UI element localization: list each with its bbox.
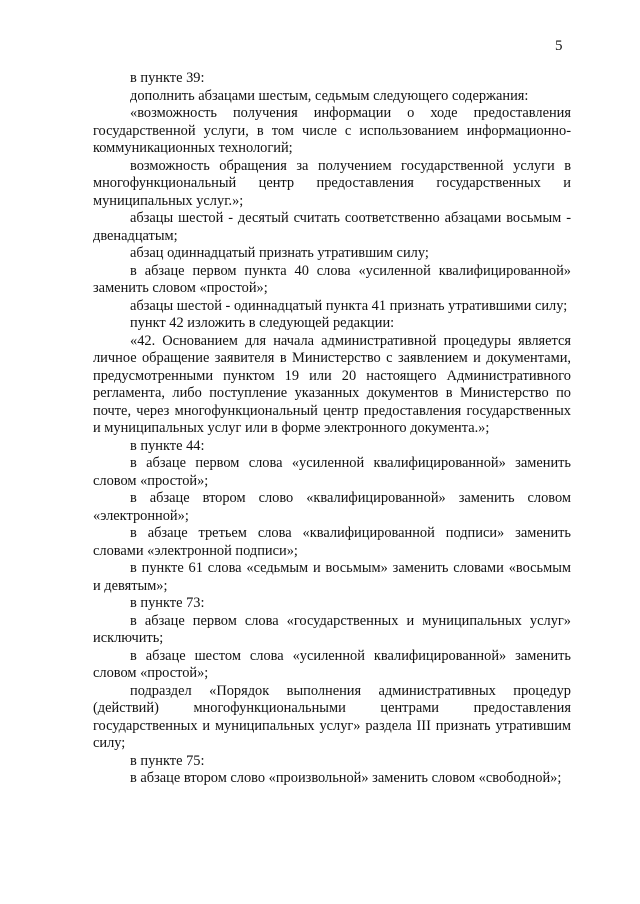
paragraph: абзацы шестой - десятый считать соответственно абзацами восьмым - двенадцатым; [93, 210, 571, 244]
paragraph: «42. Основанием для начала административной процедуры является личное обращение заявителя в Министерство с заявлением и документами, предусмотренными пунктом 19 или 20 настоящего Административного регламента, либо поступление указанных документов в Министерство по почте, через многофункциональный центр предоставления государственных и муниципальных услуг или в форме электронного документа.»; [93, 332, 571, 436]
paragraph: пункт 42 изложить в следующей редакции: [130, 315, 395, 331]
paragraph: абзац одиннадцатый признать утратившим силу; [130, 245, 429, 261]
paragraph: в пункте 73: [130, 595, 205, 611]
paragraph: подраздел «Порядок выполнения административных процедур (действий) многофункциональными центрами предоставления государственных и муниципальных услуг» раздела III признать утратившим силу; [93, 682, 571, 751]
paragraph: возможность обращения за получением государственной услуги в многофункциональный центр предоставления государственных и муниципальных услуг.»; [93, 157, 571, 209]
paragraph: дополнить абзацами шестым, седьмым следующего содержания: [130, 87, 529, 104]
paragraph: абзацы шестой - одиннадцатый пункта 41 признать утратившими силу; [130, 297, 568, 314]
paragraph: в пункте 39: [130, 70, 205, 86]
paragraph: «возможность получения информации о ходе предоставления государственной услуги, в том числе с использованием информационно-коммуникационных технологий; [93, 105, 571, 156]
paragraph: в пункте 75: [130, 752, 205, 769]
document-body [93, 70, 571, 788]
paragraph: в абзаце первом пункта 40 слова «усиленной квалифицированной» заменить словом «простой»; [93, 262, 571, 296]
paragraph: в абзаце третьем слова «квалифицированной подписи» заменить словами «электронной подписи»; [93, 525, 571, 559]
paragraph: в абзаце первом слова «усиленной квалифицированной» заменить словом «простой»; [93, 455, 571, 489]
paragraph: в абзаце втором слово «квалифицированной» заменить словом «электронной»; [93, 490, 571, 524]
paragraph: в абзаце шестом слова «усиленной квалифицированной» заменить словом «простой»; [93, 647, 571, 681]
page-number: 5 [555, 38, 563, 54]
paragraph: в абзаце первом слова «государственных и муниципальных услуг» исключить; [93, 612, 571, 646]
paragraph: в пункте 44: [130, 437, 205, 454]
paragraph: в абзаце втором слово «произвольной» заменить словом «свободной»; [130, 770, 562, 786]
paragraph: в пункте 61 слова «седьмым и восьмым» заменить словами «восьмым и девятым»; [93, 560, 571, 594]
